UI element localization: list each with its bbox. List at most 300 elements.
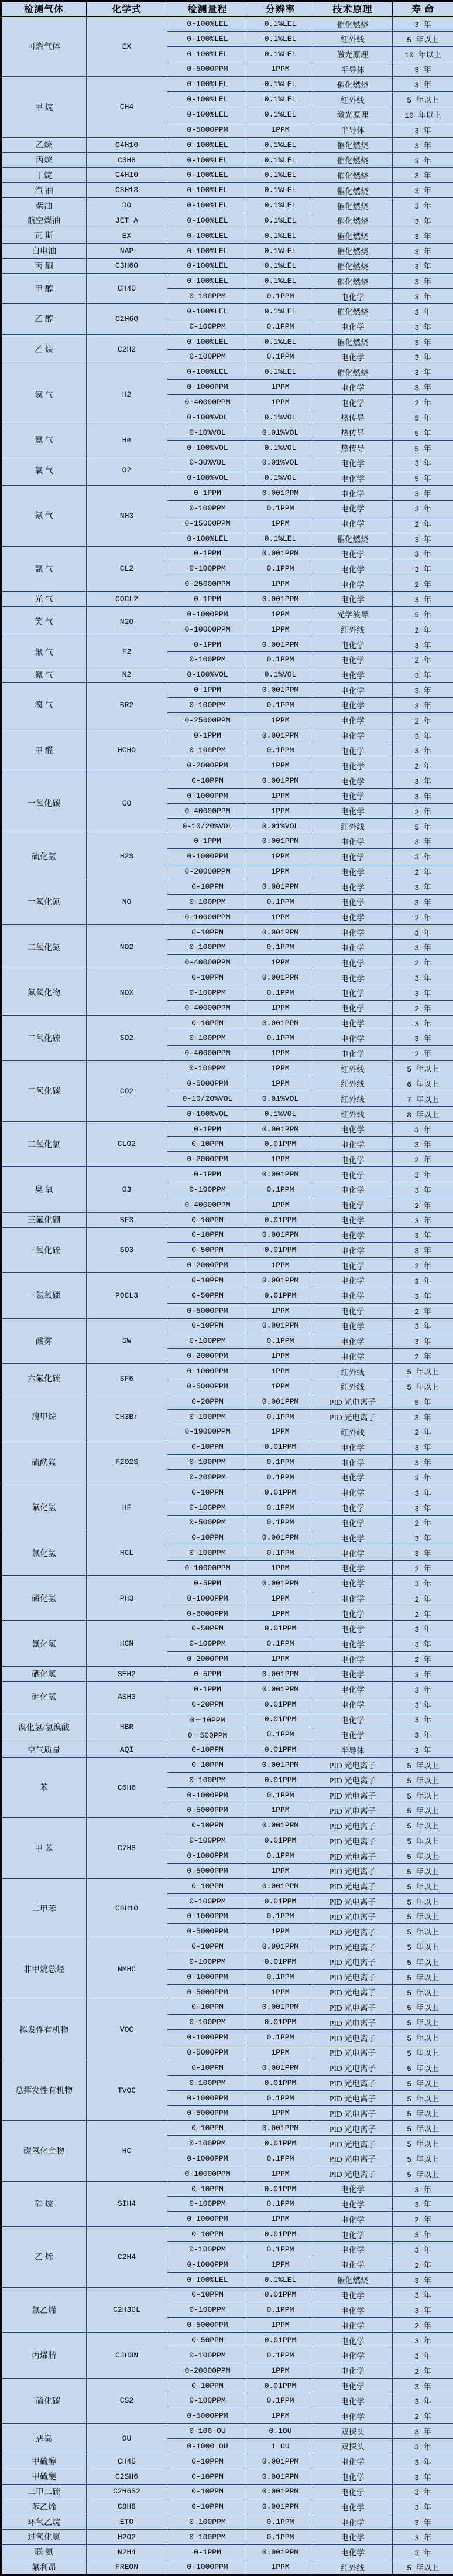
principle-cell: 热传导 bbox=[313, 410, 393, 425]
lifespan-cell: 3 年 bbox=[393, 1273, 453, 1288]
formula-cell: DO bbox=[87, 198, 167, 213]
table-row bbox=[1, 198, 453, 213]
table-row bbox=[1, 546, 453, 561]
range-cell: 0-10PPM bbox=[167, 1318, 248, 1333]
lifespan-cell: 3 年 bbox=[393, 879, 453, 895]
principle-cell: PID 光电离子 bbox=[313, 1772, 393, 1787]
resolution-cell: 1PPM bbox=[248, 2318, 313, 2333]
lifespan-cell: 3 年 bbox=[393, 1485, 453, 1500]
lifespan-cell: 3 年 bbox=[393, 789, 453, 804]
range-cell: 0-10PPM bbox=[167, 970, 248, 985]
principle-cell: 电化学 bbox=[313, 2454, 393, 2469]
header-resolution: 分辨率 bbox=[248, 1, 313, 16]
principle-cell: 催化燃烧 bbox=[313, 364, 393, 380]
lifespan-cell: 6 年以上 bbox=[393, 1076, 453, 1091]
resolution-cell: 0.01PPM bbox=[248, 1485, 313, 1500]
lifespan-cell: 3 年 bbox=[393, 1288, 453, 1303]
resolution-cell: 0.1%LEL bbox=[248, 304, 313, 319]
principle-cell: 红外线 bbox=[313, 1379, 393, 1394]
lifespan-cell: 3 年 bbox=[393, 1545, 453, 1561]
formula-cell: C7H8 bbox=[87, 1818, 167, 1878]
resolution-cell: 1PPM bbox=[248, 2408, 313, 2424]
range-cell: 0-10PPM bbox=[167, 2181, 248, 2196]
gas-name-cell: 二甲苯 bbox=[1, 1878, 87, 1939]
resolution-cell: 1PPM bbox=[248, 1591, 313, 1606]
principle-cell: 电化学 bbox=[313, 1197, 393, 1212]
principle-cell: PID 光电离子 bbox=[313, 1803, 393, 1818]
resolution-cell: 0.001PPM bbox=[248, 2454, 313, 2469]
formula-cell: CL2 bbox=[87, 546, 167, 592]
lifespan-cell: 5 年 bbox=[393, 606, 453, 622]
gas-name-cell: 一氧化氮 bbox=[1, 879, 87, 925]
range-cell: 0-100PPM bbox=[167, 501, 248, 516]
principle-cell: PID 光电离子 bbox=[313, 1833, 393, 1848]
range-cell: 0-5000PPM bbox=[167, 2408, 248, 2424]
formula-cell: C8H10 bbox=[87, 1878, 167, 1939]
range-cell: 0-10000PPM bbox=[167, 909, 248, 924]
resolution-cell: 0.01%VOL bbox=[248, 425, 313, 440]
principle-cell: 激光原理 bbox=[313, 46, 393, 62]
gas-name-cell: 氮 气 bbox=[1, 667, 87, 683]
lifespan-cell: 3 年 bbox=[393, 546, 453, 561]
resolution-cell: 0.1PPM bbox=[248, 319, 313, 334]
principle-cell: 电化学 bbox=[313, 970, 393, 985]
gas-name-cell: 白电油 bbox=[1, 243, 87, 258]
resolution-cell: 0.01PPM bbox=[248, 1712, 313, 1727]
range-cell: 0-100PPM bbox=[167, 2530, 248, 2545]
principle-cell: 电化学 bbox=[313, 985, 393, 1001]
principle-cell: 催化燃烧 bbox=[313, 258, 393, 274]
range-cell: 0-1PPM bbox=[167, 728, 248, 743]
resolution-cell: 0.001PPM bbox=[248, 1015, 313, 1031]
resolution-cell: 1PPM bbox=[248, 2045, 313, 2060]
table-row bbox=[1, 334, 453, 349]
range-cell: 0-1000PPM bbox=[167, 1909, 248, 1924]
lifespan-cell: 3 年 bbox=[393, 62, 453, 77]
resolution-cell: 0.001PPM bbox=[248, 970, 313, 985]
table-row bbox=[1, 1939, 453, 1954]
range-cell: 0－500PPM bbox=[167, 1727, 248, 1742]
table-row bbox=[1, 1121, 453, 1137]
table-row bbox=[1, 16, 453, 32]
range-cell: 0-5000PPM bbox=[167, 1803, 248, 1818]
resolution-cell: 0.01PPM bbox=[248, 1243, 313, 1258]
range-cell: 0-10PPM bbox=[167, 1439, 248, 1455]
lifespan-cell: 3 年 bbox=[393, 2242, 453, 2257]
range-cell: 0-100PPM bbox=[167, 1772, 248, 1787]
lifespan-cell: 3 年 bbox=[393, 77, 453, 92]
range-cell: 0-2000PPM bbox=[167, 1349, 248, 1364]
range-cell: 0-100PPM bbox=[167, 697, 248, 712]
principle-cell: 催化燃烧 bbox=[313, 137, 393, 152]
principle-cell: 电化学 bbox=[313, 486, 393, 501]
formula-cell: CH3Br bbox=[87, 1394, 167, 1439]
resolution-cell: 0.01%VOL bbox=[248, 455, 313, 470]
range-cell: 0-40000PPM bbox=[167, 1197, 248, 1212]
gas-name-cell: 六氟化硫 bbox=[1, 1364, 87, 1394]
lifespan-cell: 3 年 bbox=[393, 213, 453, 228]
principle-cell: 电化学 bbox=[313, 924, 393, 940]
resolution-cell: 0.01PPM bbox=[248, 1212, 313, 1227]
resolution-cell: 0.1PPM bbox=[248, 2302, 313, 2318]
range-cell: 0-100PPM bbox=[167, 1031, 248, 1046]
table-row bbox=[1, 1439, 453, 1455]
range-cell: 0-40000PPM bbox=[167, 1000, 248, 1015]
range-cell: 0-1PPM bbox=[167, 592, 248, 607]
principle-cell: 电化学 bbox=[313, 1621, 393, 1636]
principle-cell: 电化学 bbox=[313, 516, 393, 531]
resolution-cell: 1PPM bbox=[248, 849, 313, 864]
formula-cell: CH4S bbox=[87, 2454, 167, 2469]
resolution-cell: 0.001PPM bbox=[248, 834, 313, 849]
table-row bbox=[1, 773, 453, 789]
formula-cell: C8H18 bbox=[87, 183, 167, 198]
lifespan-cell: 2 年 bbox=[393, 1197, 453, 1212]
resolution-cell: 1PPM bbox=[248, 622, 313, 637]
resolution-cell: 0.001PPM bbox=[248, 1394, 313, 1409]
lifespan-cell: 3 年 bbox=[393, 1712, 453, 1727]
resolution-cell: 0.1%LEL bbox=[248, 228, 313, 243]
range-cell: 0-20PPM bbox=[167, 1697, 248, 1712]
lifespan-cell: 3 年 bbox=[393, 1727, 453, 1742]
gas-name-cell: 空气质量 bbox=[1, 1742, 87, 1758]
range-cell: 0-100%VOL bbox=[167, 470, 248, 486]
lifespan-cell: 5 年以上 bbox=[393, 2015, 453, 2030]
gas-name-cell: 二氧化硫 bbox=[1, 1015, 87, 1061]
range-cell: 0-1000PPM bbox=[167, 606, 248, 622]
formula-cell: HF bbox=[87, 1485, 167, 1530]
resolution-cell: 0.001PPM bbox=[248, 1575, 313, 1591]
lifespan-cell: 3 年 bbox=[393, 1137, 453, 1152]
table-row bbox=[1, 1878, 453, 1893]
range-cell: 0-100PPM bbox=[167, 940, 248, 955]
principle-cell: 红外线 bbox=[313, 1091, 393, 1106]
resolution-cell: 0.001PPM bbox=[248, 2499, 313, 2514]
lifespan-cell: 3 年 bbox=[393, 1409, 453, 1424]
range-cell: 0-1000PPM bbox=[167, 789, 248, 804]
gas-name-cell: 二硫化碳 bbox=[1, 2378, 87, 2424]
principle-cell: 电化学 bbox=[313, 2514, 393, 2530]
lifespan-cell: 2 年 bbox=[393, 1258, 453, 1273]
resolution-cell: 0.01%VOL bbox=[248, 818, 313, 834]
lifespan-cell: 3 年 bbox=[393, 289, 453, 304]
range-cell: 0-1PPM bbox=[167, 834, 248, 849]
resolution-cell: 0.001PPM bbox=[248, 486, 313, 501]
lifespan-cell: 5 年以上 bbox=[393, 1924, 453, 1939]
lifespan-cell: 5 年以上 bbox=[393, 2560, 453, 2575]
table-row bbox=[1, 1742, 453, 1758]
principle-cell: 电化学 bbox=[313, 712, 393, 728]
gas-name-cell: 二甲二硫 bbox=[1, 2484, 87, 2499]
principle-cell: 电化学 bbox=[313, 1273, 393, 1288]
range-cell: 0-1000PPM bbox=[167, 2030, 248, 2045]
formula-cell: JET A bbox=[87, 213, 167, 228]
principle-cell: 电化学 bbox=[313, 637, 393, 652]
principle-cell: 电化学 bbox=[313, 470, 393, 486]
resolution-cell: 0.1PPM bbox=[248, 940, 313, 955]
range-cell: 0-100%LEL bbox=[167, 364, 248, 380]
range-cell: 0-2000PPM bbox=[167, 1258, 248, 1273]
lifespan-cell: 3 年 bbox=[393, 2272, 453, 2287]
principle-cell: 电化学 bbox=[313, 1137, 393, 1152]
principle-cell: 电化学 bbox=[313, 592, 393, 607]
lifespan-cell: 5 年以上 bbox=[393, 1969, 453, 1984]
range-cell: 0-19000PPM bbox=[167, 1424, 248, 1439]
resolution-cell: 1PPM bbox=[248, 789, 313, 804]
lifespan-cell: 5 年以上 bbox=[393, 1863, 453, 1878]
gas-name-cell: 二氧化氯 bbox=[1, 1121, 87, 1167]
formula-cell: C2SH6 bbox=[87, 2469, 167, 2484]
principle-cell: 电化学 bbox=[313, 683, 393, 698]
range-cell: 0-100%LEL bbox=[167, 274, 248, 289]
range-cell: 0-5000PPM bbox=[167, 1924, 248, 1939]
principle-cell: 电化学 bbox=[313, 1530, 393, 1545]
formula-cell: BF3 bbox=[87, 1212, 167, 1227]
range-cell: 0-100%LEL bbox=[167, 16, 248, 32]
resolution-cell: 0.01PPM bbox=[248, 1954, 313, 1970]
range-cell: 0-100%VOL bbox=[167, 667, 248, 683]
range-cell: 0-10PPM bbox=[167, 2060, 248, 2075]
resolution-cell: 0.01PPM bbox=[248, 1288, 313, 1303]
lifespan-cell: 3 年 bbox=[393, 1666, 453, 1681]
resolution-cell: 1PPM bbox=[248, 1076, 313, 1091]
formula-cell: TVOC bbox=[87, 2060, 167, 2120]
gas-name-cell: 硫酰氟 bbox=[1, 1439, 87, 1485]
principle-cell: PID 光电离子 bbox=[313, 2000, 393, 2015]
lifespan-cell: 2 年 bbox=[393, 1561, 453, 1576]
table-row bbox=[1, 1227, 453, 1243]
lifespan-cell: 2 年 bbox=[393, 955, 453, 970]
principle-cell: 电化学 bbox=[313, 1591, 393, 1606]
principle-cell: 电化学 bbox=[313, 1288, 393, 1303]
formula-cell: FREON bbox=[87, 2560, 167, 2575]
range-cell: 0-100%LEL bbox=[167, 304, 248, 319]
resolution-cell: 0.001PPM bbox=[248, 1666, 313, 1681]
gas-name-cell: 二氧化氮 bbox=[1, 924, 87, 970]
formula-cell: NOX bbox=[87, 970, 167, 1016]
principle-cell: 电化学 bbox=[313, 1015, 393, 1031]
formula-cell: CH4O bbox=[87, 274, 167, 304]
principle-cell: 热传导 bbox=[313, 425, 393, 440]
lifespan-cell: 2 年 bbox=[393, 1591, 453, 1606]
table-row bbox=[1, 1681, 453, 1697]
principle-cell: 电化学 bbox=[313, 2544, 393, 2560]
lifespan-cell: 2 年 bbox=[393, 1515, 453, 1530]
resolution-cell: 1PPM bbox=[248, 1046, 313, 1061]
gas-name-cell: 非甲烷总烃 bbox=[1, 1939, 87, 2000]
resolution-cell: 1PPM bbox=[248, 1561, 313, 1576]
principle-cell: 电化学 bbox=[313, 864, 393, 879]
formula-cell: POCL3 bbox=[87, 1273, 167, 1319]
principle-cell: 电化学 bbox=[313, 1031, 393, 1046]
formula-cell: C4H10 bbox=[87, 168, 167, 183]
principle-cell: PID 光电离子 bbox=[313, 2015, 393, 2030]
table-row bbox=[1, 183, 453, 198]
resolution-cell: 0.1PPM bbox=[248, 1455, 313, 1470]
principle-cell: PID 光电离子 bbox=[313, 1394, 393, 1409]
principle-cell: 红外线 bbox=[313, 1061, 393, 1076]
resolution-cell: 1PPM bbox=[248, 955, 313, 970]
principle-cell: PID 光电离子 bbox=[313, 1924, 393, 1939]
resolution-cell: 0.1%LEL bbox=[248, 183, 313, 198]
resolution-cell: 1PPM bbox=[248, 1364, 313, 1379]
resolution-cell: 0.1PPM bbox=[248, 1031, 313, 1046]
header-row bbox=[1, 1, 453, 16]
resolution-cell: 0.001PPM bbox=[248, 592, 313, 607]
principle-cell: 电化学 bbox=[313, 2257, 393, 2272]
lifespan-cell: 3 年 bbox=[393, 985, 453, 1001]
range-cell: 0-100%VOL bbox=[167, 1106, 248, 1121]
resolution-cell: 0.1%LEL bbox=[248, 2272, 313, 2287]
table-row bbox=[1, 1621, 453, 1636]
principle-cell: 电化学 bbox=[313, 1636, 393, 1652]
gas-name-cell: 瓦 斯 bbox=[1, 228, 87, 243]
formula-cell: N2H4 bbox=[87, 2544, 167, 2560]
principle-cell: PID 光电离子 bbox=[313, 2060, 393, 2075]
principle-cell: 电化学 bbox=[313, 2469, 393, 2484]
resolution-cell: 0.001PPM bbox=[248, 2060, 313, 2075]
lifespan-cell: 5 年以上 bbox=[393, 1818, 453, 1833]
principle-cell: 电化学 bbox=[313, 1439, 393, 1455]
resolution-cell: 0.1%LEL bbox=[248, 258, 313, 274]
principle-cell: PID 光电离子 bbox=[313, 2045, 393, 2060]
lifespan-cell: 3 年 bbox=[393, 1031, 453, 1046]
range-cell: 0-200PPM bbox=[167, 1470, 248, 1485]
gas-name-cell: 丙烷 bbox=[1, 152, 87, 168]
lifespan-cell: 3 年 bbox=[393, 2544, 453, 2560]
resolution-cell: 0.001PPM bbox=[248, 1121, 313, 1137]
range-cell: 0-100PPM bbox=[167, 1833, 248, 1848]
range-cell: 0－10PPM bbox=[167, 1712, 248, 1727]
lifespan-cell: 3 年 bbox=[393, 258, 453, 274]
table-row bbox=[1, 1273, 453, 1288]
table-row bbox=[1, 2514, 453, 2530]
range-cell: 0-40000PPM bbox=[167, 395, 248, 410]
resolution-cell: 1 OU bbox=[248, 2439, 313, 2454]
lifespan-cell: 3 年 bbox=[393, 2287, 453, 2302]
resolution-cell: 0.1PPM bbox=[248, 1848, 313, 1864]
principle-cell: 电化学 bbox=[313, 1681, 393, 1697]
formula-cell: HBR bbox=[87, 1712, 167, 1742]
table-row bbox=[1, 2333, 453, 2348]
lifespan-cell: 3 年 bbox=[393, 274, 453, 289]
lifespan-cell: 3 年 bbox=[393, 228, 453, 243]
table-row bbox=[1, 2378, 453, 2393]
table-row bbox=[1, 2227, 453, 2242]
formula-cell: EX bbox=[87, 228, 167, 243]
lifespan-cell: 3 年 bbox=[393, 2393, 453, 2408]
table-row bbox=[1, 1394, 453, 1409]
range-cell: 0-100PPM bbox=[167, 985, 248, 1001]
principle-cell: 电化学 bbox=[313, 2318, 393, 2333]
table-row bbox=[1, 1575, 453, 1591]
resolution-cell: 0.001PPM bbox=[248, 2000, 313, 2015]
table-row bbox=[1, 425, 453, 440]
range-cell: 0-100PPM bbox=[167, 1954, 248, 1970]
principle-cell: 电化学 bbox=[313, 1000, 393, 1015]
range-cell: 0-1000PPM bbox=[167, 1969, 248, 1984]
principle-cell: 红外线 bbox=[313, 31, 393, 46]
range-cell: 0-100PPM bbox=[167, 2242, 248, 2257]
table-row bbox=[1, 364, 453, 380]
header-gas: 检测气体 bbox=[1, 1, 87, 16]
principle-cell: 催化燃烧 bbox=[313, 2272, 393, 2287]
gas-name-cell: 氧 气 bbox=[1, 455, 87, 486]
lifespan-cell: 3 年 bbox=[393, 501, 453, 516]
principle-cell: PID 光电离子 bbox=[313, 1984, 393, 2000]
range-cell: 0-10000PPM bbox=[167, 622, 248, 637]
range-cell: 0-100%LEL bbox=[167, 31, 248, 46]
principle-cell: 催化燃烧 bbox=[313, 228, 393, 243]
lifespan-cell: 2 年 bbox=[393, 2318, 453, 2333]
range-cell: 0-1000PPM bbox=[167, 2212, 248, 2227]
formula-cell: SW bbox=[87, 1318, 167, 1364]
lifespan-cell: 5 年 bbox=[393, 1394, 453, 1409]
table-row bbox=[1, 728, 453, 743]
formula-cell: CO2 bbox=[87, 1061, 167, 1121]
range-cell: 0-10/20%VOL bbox=[167, 818, 248, 834]
range-cell: 0-40000PPM bbox=[167, 1046, 248, 1061]
lifespan-cell: 3 年 bbox=[393, 2469, 453, 2484]
resolution-cell: 0.001PPM bbox=[248, 2484, 313, 2499]
resolution-cell: 1PPM bbox=[248, 1000, 313, 1015]
lifespan-cell: 7 年以上 bbox=[393, 1091, 453, 1106]
range-cell: 0-10PPM bbox=[167, 2469, 248, 2484]
range-cell: 0-10PPM bbox=[167, 1742, 248, 1758]
lifespan-cell: 2 年 bbox=[393, 1046, 453, 1061]
principle-cell: 电化学 bbox=[313, 909, 393, 924]
gas-name-cell: 氯乙烯 bbox=[1, 2287, 87, 2333]
range-cell: 0-5000PPM bbox=[167, 2318, 248, 2333]
resolution-cell: 0.1PPM bbox=[248, 2090, 313, 2106]
resolution-cell: 1PPM bbox=[248, 2166, 313, 2181]
formula-cell: NO bbox=[87, 879, 167, 925]
principle-cell: 电化学 bbox=[313, 1485, 393, 1500]
principle-cell: 催化燃烧 bbox=[313, 334, 393, 349]
range-cell: 0-100PPM bbox=[167, 2348, 248, 2363]
resolution-cell: 1PPM bbox=[248, 909, 313, 924]
table-row bbox=[1, 2484, 453, 2499]
lifespan-cell: 2 年 bbox=[393, 1303, 453, 1318]
range-cell: 0-1PPM bbox=[167, 1681, 248, 1697]
range-cell: 0-10PPM bbox=[167, 1530, 248, 1545]
range-cell: 0-100%LEL bbox=[167, 107, 248, 122]
range-cell: 0-5000PPM bbox=[167, 1863, 248, 1878]
gas-name-cell: 苯乙烯 bbox=[1, 2499, 87, 2514]
range-cell: 0-100%LEL bbox=[167, 334, 248, 349]
gas-name-cell: 溴化氢/氢溴酸 bbox=[1, 1712, 87, 1742]
range-cell: 0-100PPM bbox=[167, 2302, 248, 2318]
range-cell: 0-10PPM bbox=[167, 2378, 248, 2393]
principle-cell: 电化学 bbox=[313, 667, 393, 683]
resolution-cell: 0.1%LEL bbox=[248, 531, 313, 546]
lifespan-cell: 3 年 bbox=[393, 2378, 453, 2393]
resolution-cell: 0.1PPM bbox=[248, 985, 313, 1001]
gas-name-cell: 丙烯腈 bbox=[1, 2333, 87, 2379]
lifespan-cell: 3 年 bbox=[393, 243, 453, 258]
principle-cell: 电化学 bbox=[313, 1666, 393, 1681]
range-cell: 0-1000PPM bbox=[167, 380, 248, 395]
range-cell: 0-10PPM bbox=[167, 1818, 248, 1833]
lifespan-cell: 3 年 bbox=[393, 455, 453, 470]
lifespan-cell: 5 年以上 bbox=[393, 1787, 453, 1803]
resolution-cell: 0.001PPM bbox=[248, 924, 313, 940]
gas-name-cell: 三氯氧磷 bbox=[1, 1273, 87, 1319]
principle-cell: 电化学 bbox=[313, 1606, 393, 1621]
table-row bbox=[1, 168, 453, 183]
formula-cell: COCL2 bbox=[87, 592, 167, 607]
lifespan-cell: 5 年以上 bbox=[393, 1833, 453, 1848]
